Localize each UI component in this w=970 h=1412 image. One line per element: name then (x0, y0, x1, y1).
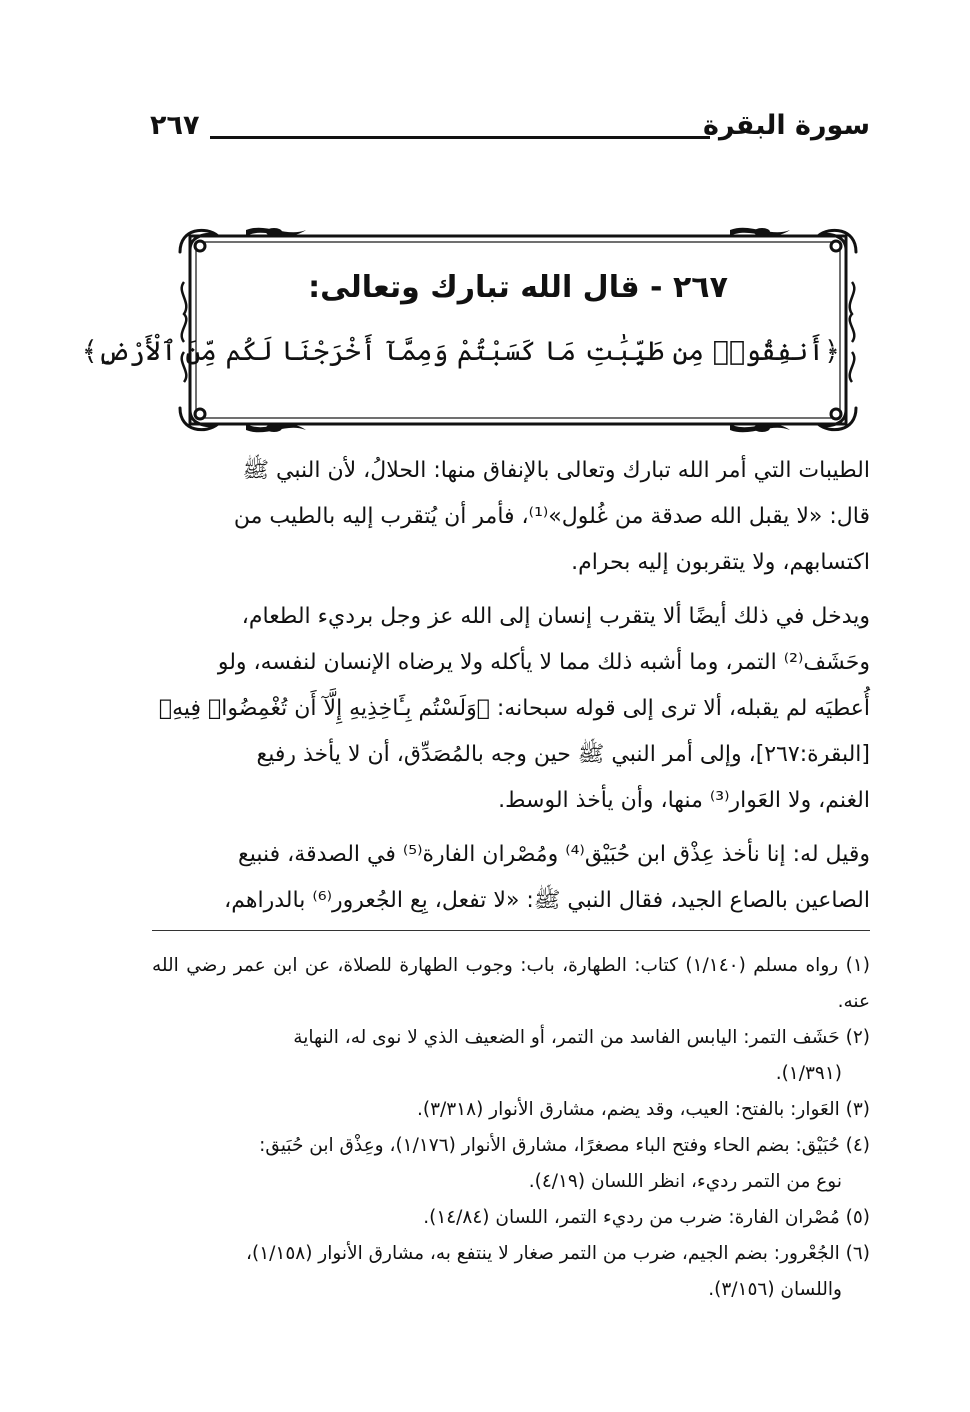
verse-heading: ٢٦٧ - قال الله تبارك وتعالى: (308, 270, 728, 305)
paragraph-line: الصاعين بالصاع الجيد، فقال النبي ﷺ: «لا تفعل، بِع الجُعرور⁽⁶⁾ بالدراهم، (224, 888, 870, 913)
paragraph-line: [البقرة:٢٦٧]، وإلى أمر النبي ﷺ حين وجه بالمُصَدِّق، أن لا يأخذ رفيع (256, 742, 870, 767)
paragraph-line: الطيبات التي أمر الله تبارك وتعالى بالإنفاق منها: الحلالُ، لأن النبي ﷺ (242, 458, 870, 483)
footnote: (٢) حَشَف التمر: اليابس الفاسد من التمر، أو الضعيف الذي لا نوى له، النهاية (293, 1027, 870, 1048)
verse-frame (81, 222, 860, 438)
footnote-continuation: (١/٣٩١). (775, 1063, 842, 1084)
quran-verse: ﴿أَنفِقُوا۟ مِن طَيِّبَٰتِ مَا كَسَبْتُمْ وَمِمَّآ أَخْرَجْنَا لَكُم مِّنَ ٱلْأَرْضِ﴾ (81, 336, 840, 367)
paragraph-line: وحَشَف⁽²⁾ التمر، وما أشبه ذلك مما لا يأكله ولا يرضاه الإنسان لنفسه، ولو (217, 650, 870, 675)
header-rule (210, 136, 710, 139)
footnote-divider (152, 930, 870, 931)
page-header (150, 108, 870, 152)
page-number: ٢٦٧ (150, 110, 200, 141)
ornamental-border-icon (81, 222, 860, 438)
footnote-continuation: واللسان (٣/١٥٦). (708, 1279, 842, 1300)
paragraph-line: قال: «لا يقبل الله صدقة من غُلول»⁽¹⁾، فأمر أن يُتقرب إليه بالطيب من (233, 504, 870, 529)
paragraph-line: وقيل له: إنا نأخذ عِذْق ابن حُبَيْق⁽⁴⁾ ومُصْران الفارة⁽⁵⁾ في الصدقة، فنبيع (238, 842, 870, 867)
surah-title: سورة البقرة (703, 110, 870, 141)
footnote: (٥) مُصْران الفارة: ضرب من رديء التمر، اللسان (١٤/٨٤). (423, 1207, 870, 1228)
paragraph-line: أُعطيَه لم يقبله، ألا ترى إلى قوله سبحانه: ﴿وَلَسْتُم بِـَٔاخِذِيهِ إِلَّآ أَن تُغْمِضُوا۟ فِيهِ﴾ (158, 696, 870, 721)
paragraph-line: الغنم، ولا العَوار⁽³⁾ منها، وأن يأخذ الوسط. (498, 788, 870, 813)
footnote: (١) رواه مسلم (١/١٤٠) كتاب: الطهارة، باب: وجوب الطهارة للصلاة، عن ابن عمر رضي الله عنه. (152, 955, 870, 1012)
footnote: (٣) العَوار: بالفتح: العيب، وقد يضم، مشارق الأنوار (٣/٣١٨). (416, 1099, 870, 1120)
paragraph-line: اكتسابهم، ولا يتقربون إليه بحرام. (571, 550, 870, 575)
footnotes (152, 948, 870, 1308)
footnote: (٤) حُبَيْق: بضم الحاء وفتح الباء مصغرًا، مشارق الأنوار (١/١٧٦)، وعِذْق ابن حُبَيق: (259, 1135, 870, 1156)
body-text (152, 448, 870, 924)
footnote-continuation: نوع من التمر رديء، انظر اللسان (٤/١٩). (528, 1171, 842, 1192)
footnote: (٦) الجُعْرور: بضم الجيم، ضرب من التمر صغار لا ينتفع به، مشارق الأنوار (١/١٥٨)، (246, 1243, 870, 1264)
paragraph-line: ويدخل في ذلك أيضًا ألا يتقرب إنسان إلى الله عز وجل برديء الطعام، (241, 604, 870, 629)
